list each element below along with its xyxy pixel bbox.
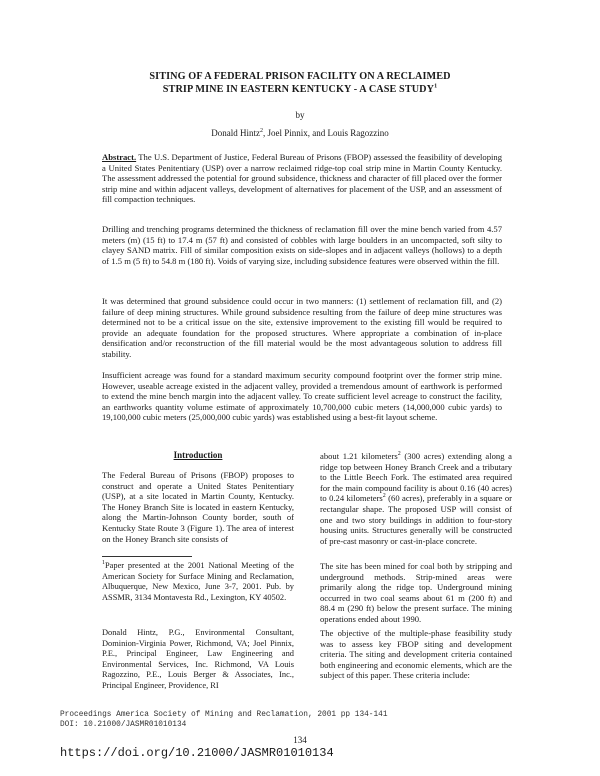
area-text-c: (60 acres), preferably in a square or rectangular shape. The proposed USP will consist of one and two story buildings in addition to four-story housing units. Structures generally will be constructed of pre-cast masonry or cast-in-place concrete.	[320, 493, 513, 546]
doi-link[interactable]: https://doi.org/10.21000/JASMR01010134	[60, 746, 334, 760]
footnote-1	[102, 561, 294, 603]
paper-title	[100, 70, 500, 96]
introduction-paragraph-right-2: The site has been mined for coal both by stripping and underground methods. Strip-mined areas were primarily along the ridge top. Underground mining occurred in two coal seams about 61 m (200 ft) and 88.4 m (290 ft) below the present surface. The mining operations ended about 1990.	[320, 561, 512, 624]
proceedings-citation	[60, 710, 388, 730]
doi-small-line: DOI: 10.21000/JASMR01010134	[60, 721, 187, 729]
footnote-divider	[102, 556, 192, 557]
footnote-1-text: Paper presented at the 2001 National Meeting of the American Society for Surface Mining and Reclamation, Albuquerque, New Mexico, June 3-7, 2001. Pub. by ASSMR, 3134 Montavesta Rd., Lexington, KY 40502.	[102, 561, 294, 602]
first-author: Donald Hintz	[211, 128, 260, 138]
introduction-paragraph-right-3: The objective of the multiple-phase feasibility study was to assess key FBOP siting and development criteria. The siting and development criteria contained both engineering and economic elements, which are the subject of this paper. These criteria include:	[320, 628, 512, 681]
title-footnote-mark: 1	[434, 83, 438, 90]
body-paragraph-acreage: Insufficient acreage was found for a standard maximum security compound footprint over the former strip mine. However, useable acreage existed in the adjacent valley, provided a tremendous amount of earthwork is performed to extend the mine bench margin into the adjacent valley. To create sufficient level acreage to construct the facility, an earthworks quantity volume estimate of approximately 10,700,000 cubic meters (14,000,000 cubic yards) to 19,100,000 cubic meters (25,000,000 cubic yards) was established using a best-fit layout scheme.	[102, 370, 502, 423]
footnote-2: Donald Hintz, P.G., Environmental Consultant, Dominion-Virginia Power, Richmond, VA; Joel Pinnix, P.E., Principal Engineer, Law Engineering and Environmental Services, Inc. Richmond, VA Louis Ragozzino, P.E., Louis Berger & Associates, Inc., Principal Engineer, Providence, RI	[102, 628, 294, 690]
author-footnote-mark: 2	[260, 128, 263, 134]
body-paragraph-drilling: Drilling and trenching programs determined the thickness of reclamation fill over the mine bench varied from 4.57 meters (m) (15 ft) to 17.4 m (57 ft) and consisted of cobbles with large boulders in an uncompacted, soft silty to clayey SAND matrix. Fill of similar composition exists on side-slopes and in adjacent valleys (hollows) to a depth of 1.5 m (5 ft) to 54.8 m (180 ft). Voids of varying size, including subsidence features were observed within the fill.	[102, 224, 502, 266]
abstract-paragraph	[102, 152, 502, 205]
area-superscript-1: 2	[397, 451, 401, 458]
footnote-1-mark: 1	[102, 560, 105, 567]
author-list	[0, 128, 600, 138]
introduction-paragraph-left: The Federal Bureau of Prisons (FBOP) proposes to construct and operate a United States Penitentiary (USP), at a site located in Martin County, Kentucky. The Honey Branch Site is located in eastern Kentucky, along the Martin-Johnson County border, south of Kentucky State Route 3 (Figure 1). The area of interest on the Honey Branch site consists of	[102, 470, 294, 544]
byline: by	[295, 110, 305, 120]
page-number: 134	[293, 735, 307, 745]
introduction-heading: Introduction	[173, 450, 223, 460]
body-paragraph-subsidence: It was determined that ground subsidence could occur in two manners: (1) settlement of reclamation fill, and (2) failure of deep mining structures. While ground subsidence resulting from the failure of deep mine structures was determined not to be a critical issue on the site, extensive improvement to the existing fill would be required to provide an adequate foundation for the proposed structures. Where appropriate a combination of in-place densification and/or reconstruction of the fill material would be the most advantageous solution to address fill stability.	[102, 296, 502, 359]
title-line-2: STRIP MINE IN EASTERN KENTUCKY - A CASE STUDY	[162, 84, 435, 95]
title-line-1: SITING OF A FEDERAL PRISON FACILITY ON A RECLAIMED	[149, 71, 451, 82]
abstract-label: Abstract.	[102, 152, 137, 162]
area-text-b: (300 acres) extending along a ridge top between Honey Branch Creek and a tributary to the Little Beech Fork. The estimated area required for the main compound facility is about 0.16 (40 acres) to 0.24 kilometers	[320, 451, 512, 504]
introduction-paragraph-right-1	[320, 451, 512, 546]
area-superscript-2: 2	[382, 493, 386, 500]
area-text-a: about 1.21 kilometers	[320, 451, 398, 461]
other-authors: , Joel Pinnix, and Louis Ragozzino	[263, 128, 389, 138]
abstract-text: The U.S. Department of Justice, Federal Bureau of Prisons (FBOP) assessed the feasibility of developing a United States Penitentiary (USP) over a narrow reclaimed ridge-top coal strip mine in Martin County Kentucky. The assessment addressed the potential for ground subsidence, thickness and character of fill placed over the former strip mine and within adjacent valleys, development of alternatives for placement of the USP, and an assessment of fill compaction techniques.	[102, 152, 502, 205]
proceedings-line: Proceedings America Society of Mining and Reclamation, 2001 pp 134-141	[60, 711, 388, 719]
